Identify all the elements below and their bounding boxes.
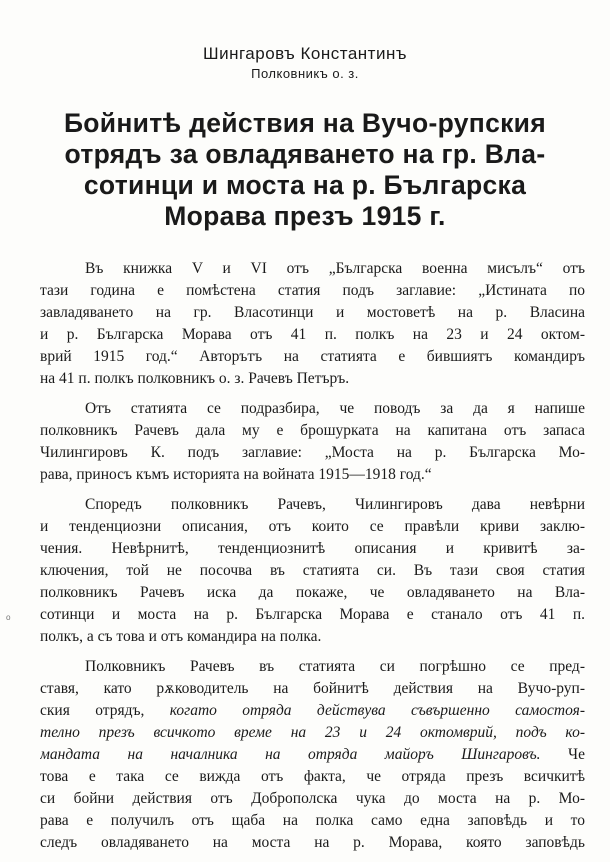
text-run: това е така се вижда отъ факта, че отряда презъ всичкитѣ [40,768,585,785]
text-line: ключения, той не посочва въ статията си. Въ тази своя статия [40,562,585,579]
margin-mark: ᵒ [6,612,11,626]
text-line: полкъ, а съ това и отъ командира на полка. [40,628,322,645]
text-line [40,722,585,744]
text-line [40,766,585,788]
text-line [40,788,585,810]
paragraph-1 [40,258,585,390]
text-run: Че [540,746,585,763]
text-run: си бойни действия отъ Доброполска чука до моста на р. Мо- [40,790,585,807]
text-line: Въ книжка V и VI отъ „Българска военна мисълъ“ отъ [85,260,585,277]
article-title [30,108,580,232]
text-line: тази година е помѣстена статия подъ заглавие: „Истината по [40,282,585,299]
italic-run: когато отряда действува съвършенно самостоя- [169,702,585,719]
text-line: и тенденциозни описания, отъ които се правѣли криви заклю- [40,518,585,535]
text-line [40,700,585,722]
text-run: рава е получилъ отъ щаба на полка само една заповѣдь и то [40,812,585,829]
text-line [40,810,585,832]
text-line: врий 1915 год.“ Авторътъ на статията е бившиятъ командиръ [40,348,585,365]
italic-run: мандата на началника на отряда майоръ Шингаровъ. [40,746,541,763]
title-line: отрядъ за овладяването на гр. Вла- [64,139,546,169]
text-run: ския отрядъ, [40,702,170,719]
text-line: сотинци и моста на р. Българска Морава е станало отъ 41 п. [40,606,585,623]
title-line: Морава презъ 1915 г. [164,201,446,231]
text-line: Споредъ полковникъ Рачевъ, Чилингировъ дава невѣрни [85,496,585,513]
text-line: завладяването на гр. Власотинци и мостоветѣ на р. Власина [40,304,585,321]
text-line [40,744,585,766]
text-run: Полковникъ Рачевъ въ статията си погрѣшно се пред- [85,658,585,675]
paragraph-3 [40,494,585,648]
title-line: Бойнитѣ действия на Вучо-рупския [63,108,547,138]
text-run: ставя, като рѫководитель на бойнитѣ действия на Вучо-руп- [40,680,585,697]
text-line [40,832,585,854]
text-line: чения. Невѣрнитѣ, тенденциознитѣ описания и кривитѣ за- [40,540,585,557]
text-line: полковникъ Рачевъ иска да покаже, че овладяването на Вла- [40,584,585,601]
text-line [40,678,585,700]
title-line: сотинци и моста на р. Българска [83,170,527,200]
text-line: и р. Българска Морава отъ 41 п. полкъ на 23 и 24 октом- [40,326,585,343]
text-line: рава, приносъ къмъ историята на войната 1915—1918 год.“ [40,466,432,483]
paragraph-4 [40,656,585,854]
text-line: Чилингировъ К. подъ заглавие: „Моста на р. Българска Мо- [40,444,585,461]
text-line: полковникъ Рачевъ дала му е брошурката на капитана отъ запаса [40,422,585,439]
text-run: следъ овладяването на моста на р. Морава, която заповѣдь [40,834,585,851]
author-name: Шингаровъ Константинъ [203,44,407,63]
article-body [40,258,585,862]
italic-run: телно презъ всичкото време на 23 и 24 октомврий, подъ ко- [40,724,585,741]
text-line: на 41 п. полкъ полковникъ о. з. Рачевъ Петъръ. [40,370,350,387]
paragraph-2 [40,398,585,486]
text-line [40,656,585,678]
author-rank: Полковникъ о. з. [251,66,359,81]
text-line: Отъ статията се подразбира, че поводъ за да я напише [85,400,585,417]
